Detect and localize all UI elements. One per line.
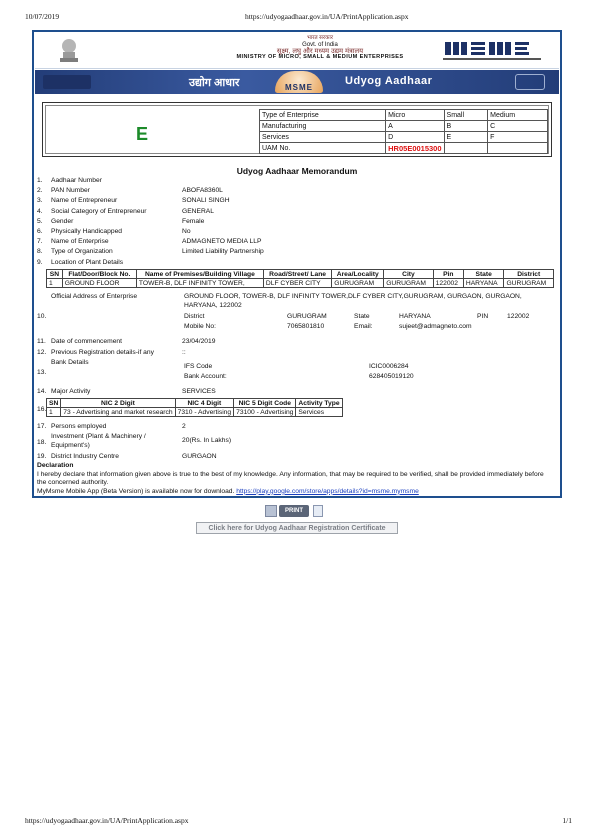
column-header: Activity Type — [296, 399, 342, 408]
item-label: Gender — [51, 217, 74, 225]
table-cell: TOWER-B, DLF INFINITY TOWER, — [136, 279, 263, 288]
item-number: 18. — [37, 439, 47, 446]
declaration-text: I hereby declare that information given above is true to the best of my knowledge. Any information, that may be required to be verified, shall be provided immediately before the concerned authority. — [37, 470, 544, 487]
state-value: HARYANA — [399, 313, 431, 320]
table-cell: GROUND FLOOR — [62, 279, 136, 288]
category-table — [259, 109, 548, 154]
table-cell: 1 — [47, 408, 61, 417]
ministry-line-hindi1: भारत सरकार — [306, 35, 334, 41]
table-cell: Manufacturing — [260, 121, 386, 132]
mobile-app-text: MyMsme Mobile App (Beta Version) is available now for download. — [37, 487, 235, 495]
mobile-value: 7065801810 — [287, 323, 325, 330]
item-label: PAN Number — [51, 187, 90, 195]
item-label: Social Category of Entrepreneur — [51, 207, 147, 215]
item-number: 6. — [37, 227, 43, 235]
column-header: SN — [47, 270, 63, 279]
column-header: Road/Street/ Lane — [263, 270, 331, 279]
table-row — [260, 121, 548, 132]
plant-details-table — [46, 269, 554, 288]
list-item — [37, 176, 557, 186]
bank-account-value: 628405019120 — [369, 373, 414, 380]
list-item — [37, 217, 557, 227]
browser-print-footer — [25, 816, 572, 825]
ifs-label: IFS Code — [184, 363, 213, 370]
item-label: Equipment's) — [51, 442, 90, 449]
uam-number: HR05E0015300 — [386, 143, 444, 154]
email-label: Email: — [354, 323, 373, 330]
column-header: NIC 4 Digit — [175, 399, 234, 408]
table-cell: Small — [444, 110, 488, 121]
print-date: 10/07/2019 — [25, 12, 60, 21]
table-cell: Medium — [488, 110, 548, 121]
document-frame — [32, 30, 562, 498]
list-item — [37, 237, 557, 247]
item-value: GURGAON — [182, 453, 217, 460]
item-label: Persons employed — [51, 423, 107, 430]
table-cell: DLF CYBER CITY — [263, 279, 331, 288]
column-header: State — [463, 270, 504, 279]
list-item — [37, 227, 557, 237]
item-number: 19. — [37, 453, 47, 460]
item-value: ADMAGNETO MEDIA LLP — [182, 238, 262, 246]
email-value: sujeet@admagneto.com — [399, 323, 472, 330]
memorandum-title: Udyog Aadhaar Memorandum — [236, 166, 358, 176]
item-value: GENERAL — [182, 207, 214, 215]
list-item — [37, 258, 557, 268]
pin-value: 122002 — [507, 313, 530, 320]
list-item — [37, 247, 557, 257]
item-value: SERVICES — [182, 388, 216, 395]
column-header: Pin — [433, 270, 463, 279]
category-box — [42, 102, 552, 157]
list-item — [37, 196, 557, 206]
item-value: No — [182, 227, 191, 235]
item-number: 4. — [37, 207, 43, 215]
ministry-title — [215, 36, 425, 61]
browser-print-header — [25, 12, 572, 24]
item-number: 10. — [37, 313, 47, 320]
column-header: NIC 2 Digit — [61, 399, 175, 408]
district-value: GURUGRAM — [287, 313, 327, 320]
table-cell: Micro — [386, 110, 444, 121]
bank-details-label: Bank Details — [51, 359, 89, 366]
item-label: Previous Registration details-if any — [51, 349, 154, 356]
table-cell: HARYANA — [463, 279, 504, 288]
item-label: Name of Entrepreneur — [51, 197, 118, 205]
declaration-section — [37, 462, 554, 496]
ifs-value: ICIC0006284 — [369, 363, 409, 370]
category-letter: E — [136, 124, 149, 144]
table-cell — [488, 143, 548, 154]
udyog-aadhaar-english: Udyog Aadhaar — [345, 75, 433, 87]
table-header-row — [47, 270, 554, 279]
item-number: 14. — [37, 388, 47, 395]
ministry-line-hindi2: सूक्ष्म, लघु और मध्यम उद्यम मंत्रालय — [276, 48, 364, 56]
table-cell: GURUGRAM — [384, 279, 433, 288]
item-number: 8. — [37, 248, 43, 256]
item-value: 23/04/2019 — [182, 338, 216, 345]
printer-icon[interactable] — [265, 505, 277, 517]
official-address-label: Official Address of Enterprise — [51, 293, 138, 300]
table-cell: 122002 — [433, 279, 463, 288]
table-cell: A — [386, 121, 444, 132]
item-label: Date of commencement — [51, 338, 122, 345]
item-number: 3. — [37, 197, 43, 205]
item-number: 9. — [37, 258, 43, 266]
item-label: District Industry Centre — [51, 453, 120, 460]
item-number: 16. — [37, 406, 47, 413]
bank-account-label: Bank Account: — [184, 373, 227, 380]
uam-label: UAM No. — [260, 143, 386, 154]
item-number: 1. — [37, 177, 43, 184]
column-header: City — [384, 270, 433, 279]
footer-url: https://udyogaadhaar.gov.in/UA/PrintApplication.aspx — [25, 816, 189, 825]
item-label: Location of Plant Details — [51, 258, 124, 266]
table-cell: 7310 - Advertising — [175, 408, 234, 417]
column-header: SN — [47, 399, 61, 408]
nic-activity-table — [46, 398, 343, 417]
item-value: 2 — [182, 423, 186, 430]
print-url: https://udyogaadhaar.gov.in/UA/PrintApplication.aspx — [245, 12, 409, 21]
emblem-icon — [57, 37, 81, 65]
item-label: Physically Handicapped — [51, 227, 123, 235]
ministry-line-govt: Govt. of India — [302, 41, 338, 48]
official-address-line2: HARYANA, 122002 — [184, 302, 242, 309]
table-cell: E — [444, 132, 488, 143]
item-number: 7. — [37, 238, 43, 246]
table-cell: Services — [296, 408, 342, 417]
column-header: Name of Premises/Building Village — [136, 270, 263, 279]
page-count: 1/1 — [562, 816, 572, 825]
table-cell: 73100 - Advertising — [234, 408, 296, 417]
table-cell: GURUGRAM — [332, 279, 384, 288]
pin-label: PIN — [477, 313, 489, 320]
table-row — [260, 132, 548, 143]
item-label: Investment (Plant & Machinery / — [51, 433, 146, 440]
item-value: Female — [182, 217, 205, 225]
column-header: NIC 5 Digit Code — [234, 399, 296, 408]
official-address-line1: GROUND FLOOR, TOWER-B, DLF INFINITY TOWER,DLF CYBER CITY,GURUGRAM, GURGAON, GURGAON, — [184, 293, 522, 300]
registration-certificate-button[interactable]: Click here for Udyog Aadhaar Registration Certificate — [196, 522, 398, 534]
item-value: 20(Rs. In Lakhs) — [182, 437, 232, 444]
memorandum-body — [37, 176, 557, 268]
state-label: State — [354, 313, 370, 320]
udyog-aadhaar-hindi: उद्योग आधार — [189, 77, 240, 89]
table-cell: GURUGRAM — [504, 279, 554, 288]
print-controls — [265, 505, 323, 517]
table-cell — [444, 143, 488, 154]
column-header: Flat/Door/Block No. — [62, 270, 136, 279]
table-cell: F — [488, 132, 548, 143]
item-number: 12. — [37, 349, 47, 356]
item-number: 13. — [37, 369, 47, 376]
table-cell: B — [444, 121, 488, 132]
item-label: Type of Organization — [51, 248, 113, 256]
table-row — [47, 279, 554, 288]
mobile-app-link[interactable]: https://play.google.com/store/apps/details?id=msme.mymsme — [236, 487, 419, 495]
item-number: 11. — [37, 338, 46, 345]
table-row — [260, 143, 548, 154]
udyog-aadhaar-banner — [35, 70, 559, 94]
mobile-label: Mobile No: — [184, 323, 216, 330]
table-row — [260, 110, 548, 121]
table-cell: 1 — [47, 279, 63, 288]
item-value: Limited Liability Partnership — [182, 248, 264, 256]
table-cell: Type of Enterprise — [260, 110, 386, 121]
item-number: 5. — [37, 217, 43, 225]
item-value: SONALI SINGH — [182, 197, 230, 205]
district-label: District — [184, 313, 205, 320]
item-label: Name of Enterprise — [51, 238, 109, 246]
msme-logo-icon — [443, 39, 543, 63]
declaration-title: Declaration — [37, 462, 74, 469]
list-item — [37, 207, 557, 217]
table-cell: C — [488, 121, 548, 132]
item-number: 2. — [37, 187, 43, 195]
item-label: Major Activity — [51, 388, 91, 395]
item-label: Aadhaar Number — [51, 177, 102, 184]
ministry-banner — [35, 33, 559, 69]
print-button[interactable]: PRINT — [279, 505, 309, 517]
ministry-line-english: MINISTRY OF MICRO, SMALL & MEDIUM ENTERPRISES — [236, 54, 404, 61]
page-icon[interactable] — [313, 505, 323, 517]
column-header: District — [504, 270, 554, 279]
item-number: 17. — [37, 423, 47, 430]
mobile-app-note — [37, 488, 554, 497]
table-cell: D — [386, 132, 444, 143]
table-header-row — [47, 399, 343, 408]
column-header: Area/Locality — [332, 270, 384, 279]
badge-text: MSME — [285, 83, 313, 92]
udyog-aadhaar-tag-icon — [515, 74, 545, 90]
table-cell: 73 - Advertising and market research — [61, 408, 175, 417]
table-row — [47, 408, 343, 417]
list-item — [37, 186, 557, 196]
table-cell: Services — [260, 132, 386, 143]
item-value: :: — [182, 349, 186, 356]
item-value: ABOFA8360L — [182, 187, 223, 195]
msme-badge-icon — [275, 71, 323, 93]
digital-india-logo-icon — [43, 75, 91, 89]
